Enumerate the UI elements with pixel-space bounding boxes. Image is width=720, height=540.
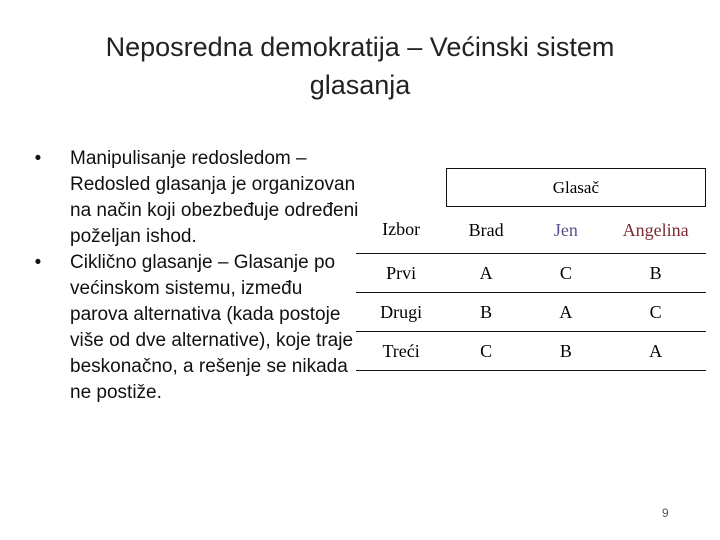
column-header-brad: Brad [446, 207, 526, 254]
bullet-icon: • [34, 252, 42, 273]
row-label: Treći [356, 332, 446, 371]
column-header-izbor: Izbor [356, 207, 446, 254]
column-header-jen: Jen [526, 207, 606, 254]
page-number: 9 [662, 506, 669, 520]
bullet-list [30, 146, 360, 406]
bullet-item [30, 146, 360, 250]
bullet-item [30, 250, 360, 406]
table-row [356, 332, 706, 371]
slide-title [60, 28, 660, 104]
table-cell: C [446, 332, 526, 371]
table-cell: B [446, 293, 526, 332]
table-cell: B [606, 254, 706, 293]
table-row [356, 293, 706, 332]
bullet-text: Manipulisanje redosledom – Redosled glasanja je organizovan na način koji obezbeđuje određeni poželjan ishod. [70, 148, 359, 247]
table-cell: C [526, 254, 606, 293]
table-cell: B [526, 332, 606, 371]
voter-group-header: Glasač [446, 169, 705, 207]
table-row [356, 254, 706, 293]
title-line-2: glasanja [309, 70, 411, 100]
table-group-header-row [356, 169, 706, 207]
table-header-row [356, 207, 706, 254]
table-cell: C [606, 293, 706, 332]
column-header-angelina: Angelina [606, 207, 706, 254]
voting-table [356, 168, 706, 371]
bullet-icon: • [34, 148, 42, 169]
title-line-1: Neposredna demokratija – Većinski sistem [105, 32, 615, 62]
table-cell: A [446, 254, 526, 293]
row-label: Prvi [356, 254, 446, 293]
table-cell: A [606, 332, 706, 371]
row-label: Drugi [356, 293, 446, 332]
table-cell: A [526, 293, 606, 332]
bullet-text: Ciklično glasanje – Glasanje po većinskom sistemu, između parova alternativa (kada postoje više od dve alternative), koje traje beskonačno, a rešenje se nikada ne postiže. [70, 252, 354, 403]
